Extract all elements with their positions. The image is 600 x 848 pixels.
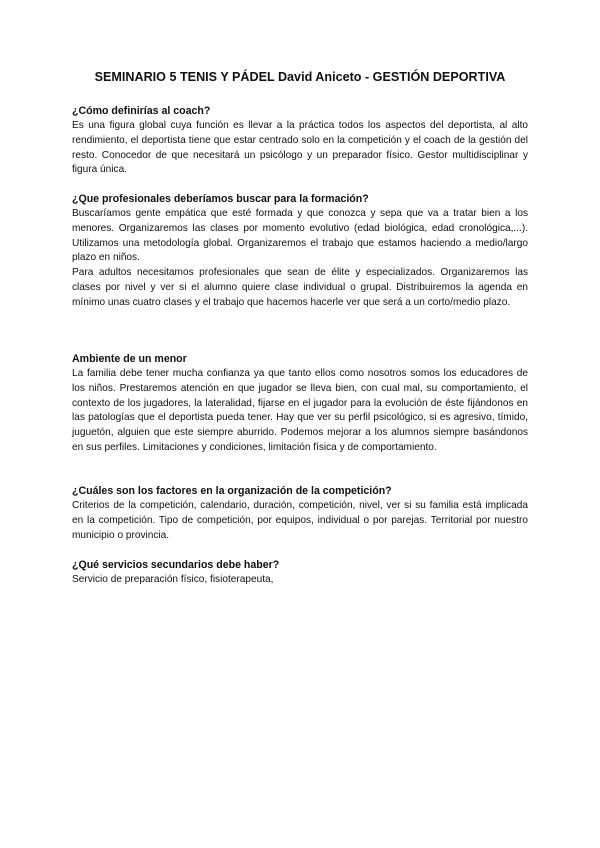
- section-heading: Ambiente de un menor: [72, 353, 187, 365]
- section-profesionales: [72, 192, 528, 311]
- section-servicios-secundarios: [72, 558, 528, 588]
- section-paragraph: Es una figura global cuya función es llevar a la práctica todos los aspectos del deportista, al alto rendimiento, el deportista tiene que estar centrado solo en la competición y el coach de la gestión del resto. Conocedor de que necesitará un psicólogo y un preparador físico. Gestor multidisciplinar y figura única.: [72, 120, 528, 176]
- section-paragraph: Servicio de preparación físico, fisioterapeuta,: [72, 574, 274, 585]
- section-heading: ¿Qué servicios secundarios debe haber?: [72, 559, 280, 571]
- section-heading: ¿Cuáles son los factores en la organización de la competición?: [72, 485, 392, 497]
- section-paragraph: Para adultos necesitamos profesionales que sean de élite y especializados. Organizaremos las clases por nivel y ver si el alumno quiere clase individual o grupal. Distribuiremos la agenda en mínimo unas cuatro clases y el trabajo que hacemos hacerle ver que será a un corto/medio plazo.: [72, 267, 528, 308]
- section-ambiente-menor: [72, 352, 528, 456]
- section-heading: ¿Cómo definirías al coach?: [72, 105, 211, 117]
- section-paragraph: Buscaríamos gente empática que esté formada y que conozca y sepa que va a tratar bien a los menores. Organizaremos las clases por momento evolutivo (edad biológica, edad cronológica,...). Utilizamos una metodología global. Organizaremos el trabajo que estamos haciendo a medio/largo plazo en niños.: [72, 208, 528, 264]
- section-paragraph: Criterios de la competición, calendario, duración, competición, nivel, ver si su familia está implicada en la competición. Tipo de competición, por equipos, individual o por parejas. Territorial por nuestro municipio o provincia.: [72, 500, 528, 541]
- section-heading: ¿Que profesionales deberíamos buscar para la formación?: [72, 193, 369, 205]
- document-title: SEMINARIO 5 TENIS Y PÁDEL David Aniceto - GESTIÓN DEPORTIVA: [94, 70, 506, 84]
- section-paragraph: La familia debe tener mucha confianza ya que tanto ellos como nosotros somos los educadores de los niños. Prestaremos atención en que jugador se lleva bien, con cual mal, su comportamiento, el contexto de los jugadores, la lateralidad, fijarse en el jugador para la evolución de éste fijándonos en las patologías que el deportista pueda tener. Hay que ver su perfil psicológico, si es agresivo, tímido, juguetón, alguien que este siempre aburrido. Podemos mejorar a los alumnos siempre basándonos en sus perfiles. Limitaciones y condiciones, limitación física y de comportamiento.: [72, 368, 528, 453]
- section-factores-competicion: [72, 484, 528, 543]
- section-coach: [72, 104, 528, 178]
